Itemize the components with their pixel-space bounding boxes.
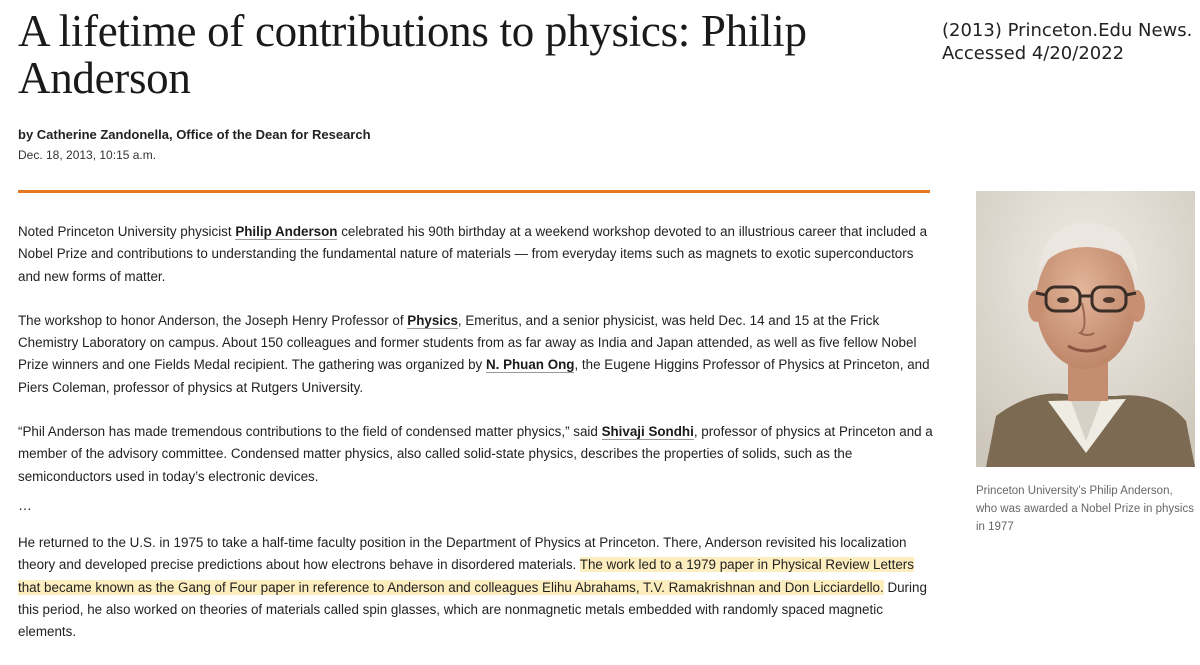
- paragraph-text: celebrated his 90th birthday at a weekend workshop devoted to an illustrious career that included a Nobel Prize and contributions to understanding the fundamental nature of materials — from everyday items such as magnets to exotic superconductors and new forms of matter.: [18, 224, 928, 284]
- paragraph-text: “Phil Anderson has made tremendous contributions to the field of condensed matter physics,” said: [18, 424, 602, 440]
- link-n-phuan-ong[interactable]: N. Phuan Ong: [485, 357, 575, 373]
- paragraph-text: He returned to the U.S. in 1975 to take a half-time faculty position in the Department of Physics at Princeton. There, Anderson revisited his localization theory and developed precise predictions about how electrons behave in disordered materials.: [18, 534, 907, 573]
- paragraph-text: , professor of physics at Princeton and a member of the advisory committee. Condensed matter physics, also called solid-state physics, describes the properties of solids, such as the semiconductors used in today’s electronic devices.: [18, 424, 933, 484]
- link-philip-anderson[interactable]: Philip Anderson: [235, 224, 338, 239]
- publish-date: Dec. 18, 2013, 10:15 a.m.: [18, 148, 157, 162]
- paragraph-2: [18, 310, 938, 399]
- link-shivaji-sondhi[interactable]: Shivaji Sondhi: [601, 424, 694, 440]
- article-title: A lifetime of contributions to physics: Philip Anderson: [18, 6, 807, 103]
- portrait-photo: [976, 191, 1195, 467]
- paragraph-text: Noted Princeton University physicist: [18, 224, 236, 239]
- paragraph-text: , the Eugene Higgins Professor of Physics at Princeton, and Piers Coleman, professor of physics at Rutgers University.: [18, 357, 930, 395]
- link-physics[interactable]: Physics: [407, 312, 458, 328]
- paragraph-4: [18, 532, 938, 643]
- paragraph-1: [18, 221, 938, 288]
- paragraph-text: , Emeritus, and a senior physicist, was held Dec. 14 and 15 at the Frick Chemistry Laboratory on campus. About 150 colleagues and former students from as far away as India and Japan attended, as well as five fellow Nobel Prize winners and one Fields Medal recipient. The gathering was organized by: [18, 312, 917, 373]
- paragraph-text: The workshop to honor Anderson, the Joseph Henry Professor of: [18, 312, 408, 328]
- highlighted-passage: The work led to a 1979 paper in Physical Review Letters that became known as the Gang of Four paper in reference to Anderson and colleagues Elihu Abrahams, T.V. Ramakrishnan and Don Licciardello.: [18, 557, 914, 595]
- paragraph-3: [18, 421, 938, 488]
- paragraph-text: During this period, he also worked on theories of materials called spin glasses, which are nonmagnetic metals embedded with randomly spaced magnetic elements.: [18, 579, 927, 640]
- author-byline: by Catherine Zandonella, Office of the Dean for Research: [18, 127, 371, 142]
- portrait-illustration: [976, 191, 1195, 467]
- orange-divider: [18, 190, 930, 193]
- omission-ellipsis: …: [18, 496, 32, 513]
- source-citation: (2013) Princeton.Edu News. Accessed 4/20/2022: [942, 20, 1193, 64]
- article-body: [18, 221, 938, 643]
- photo-caption: Princeton University’s Philip Anderson, who was awarded a Nobel Prize in physics in 1977: [976, 485, 1194, 533]
